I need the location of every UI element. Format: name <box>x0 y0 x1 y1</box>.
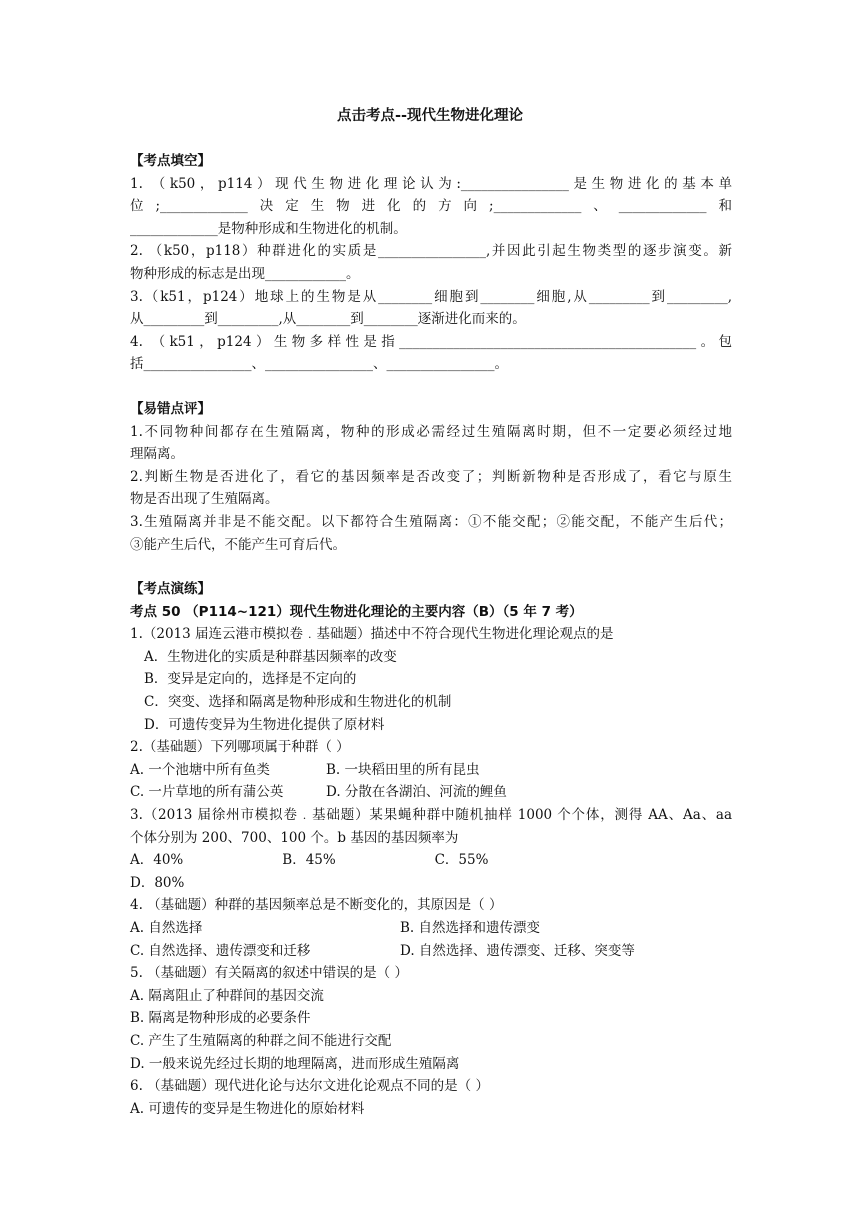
question-3-option-a: A．40% <box>130 852 184 869</box>
document-body <box>130 150 732 1120</box>
question-2-option-d: D. 分散在各湖泊、河流的鲤鱼 <box>326 784 507 801</box>
question-2-options-row2 <box>130 781 732 804</box>
question-3-option-b: B．45% <box>282 852 336 869</box>
question-5-option-d: D. 一般来说先经过长期的地理隔离，进而形成生殖隔离 <box>130 1055 460 1072</box>
section-heading-errors: 【易错点评】 <box>130 400 211 417</box>
question-4-options-row2 <box>130 940 732 963</box>
question-1-option-c: C．突变、选择和隔离是物种形成和生物进化的机制 <box>144 694 452 711</box>
fill-q1-line2: 位;_____________决定生物进化的方向;_____________、_____________和 <box>130 198 732 215</box>
fill-q1-line1: 1. （k50，p114）现代生物进化理论认为:________________是生物进化的基本单 <box>130 175 732 192</box>
question-5-option-c: C. 产生了生殖隔离的种群之间不能进行交配 <box>130 1032 392 1049</box>
question-3-option-d: D．80% <box>130 874 185 891</box>
question-2-option-a: A. 一个池塘中所有鱼类 <box>130 761 270 778</box>
question-2-option-c: C. 一片草地的所有蒲公英 <box>130 784 284 801</box>
question-1-option-b: B．变异是定向的，选择是不定向的 <box>144 671 357 688</box>
error-point-3-line1: 3.生殖隔离并非是不能交配。以下都符合生殖隔离：①不能交配；②能交配，不能产生后代； <box>130 513 732 530</box>
question-6-option-a: A. 可遗传的变异是生物进化的原始材料 <box>130 1100 365 1117</box>
question-3-line2: 个体分别为 200、700、100 个。b 基因的基因频率为 <box>130 829 459 846</box>
error-point-2-line1: 2.判断生物是否进化了，看它的基因频率是否改变了；判断新物种是否形成了，看它与原生 <box>130 468 732 485</box>
section-heading-fill: 【考点填空】 <box>130 153 211 169</box>
page-title: 点击考点--现代生物进化理论 <box>336 108 524 124</box>
question-2: 2.（基础题）下列哪项属于种群（ ） <box>130 739 350 756</box>
fill-q2-line2: 物种形成的标志是出现____________。 <box>130 265 360 282</box>
section-heading-practice: 【考点演练】 <box>130 581 211 598</box>
question-3-option-c: C．55% <box>434 852 489 869</box>
practice-subheading: 考点 50 （P114~121）现代生物进化理论的主要内容（B）（5 年 7 考） <box>130 603 583 620</box>
question-1-option-a: A．生物进化的实质是种群基因频率的改变 <box>144 648 397 665</box>
fill-q4-line1: 4. （k51，p124）生物多样性是指____________________________________________。包 <box>130 333 732 350</box>
fill-q3-line2: 从_________到_________,从________到________逐渐进化而来的。 <box>130 311 526 328</box>
error-point-3-line2: ③能产生后代，不能产生可育后代。 <box>130 536 346 553</box>
question-2-options-row1 <box>130 759 732 782</box>
question-6: 6. （基础题）现代进化论与达尔文进化论观点不同的是（ ） <box>130 1078 489 1095</box>
fill-q2-line1: 2. （k50，p118）种群进化的实质是________________,并因此引起生物类型的逐步演变。新 <box>130 243 732 260</box>
question-1-option-d: D．可遗传变异为生物进化提供了原材料 <box>144 716 385 733</box>
fill-q4-line2: 括________________、________________、________________。 <box>130 356 508 373</box>
question-4-option-d: D. 自然选择、遗传漂变、迁移、突变等 <box>400 942 635 959</box>
question-4-option-c: C. 自然选择、遗传漂变和迁移 <box>130 942 311 959</box>
question-4: 4. （基础题）种群的基因频率总是不断变化的，其原因是（ ） <box>130 897 503 914</box>
question-5-option-b: B. 隔离是物种形成的必要条件 <box>130 1010 311 1027</box>
question-5: 5. （基础题）有关隔离的叙述中错误的是（ ） <box>130 965 408 982</box>
question-3-line1: 3.（2013 届徐州市模拟卷﹒基础题）某果蝇种群中随机抽样 1000 个个体，测得 AA、Aa、aa <box>130 807 732 824</box>
fill-q1-line3: _____________是物种形成和生物进化的机制。 <box>130 220 407 237</box>
question-4-options-row1 <box>130 917 732 940</box>
error-point-1-line1: 1.不同物种间都存在生殖隔离，物种的形成必需经过生殖隔离时期，但不一定要必须经过地 <box>130 423 732 440</box>
question-2-option-b: B. 一块稻田里的所有昆虫 <box>326 761 480 778</box>
question-4-option-a: A. 自然选择 <box>130 920 203 936</box>
error-point-2-line2: 物是否出现了生殖隔离。 <box>130 491 279 508</box>
error-point-1-line2: 理隔离。 <box>130 446 184 463</box>
question-4-option-b: B. 自然选择和遗传漂变 <box>400 920 541 936</box>
question-5-option-a: A. 隔离阻止了种群间的基因交流 <box>130 987 324 1004</box>
fill-q3-line1: 3.（k51，p124）地球上的生物是从________细胞到________细胞,从_________到_________, <box>130 288 732 305</box>
question-1: 1.（2013 届连云港市模拟卷﹒基础题）描述中不符合现代生物进化理论观点的是 <box>130 626 614 643</box>
question-3-options <box>130 849 732 894</box>
